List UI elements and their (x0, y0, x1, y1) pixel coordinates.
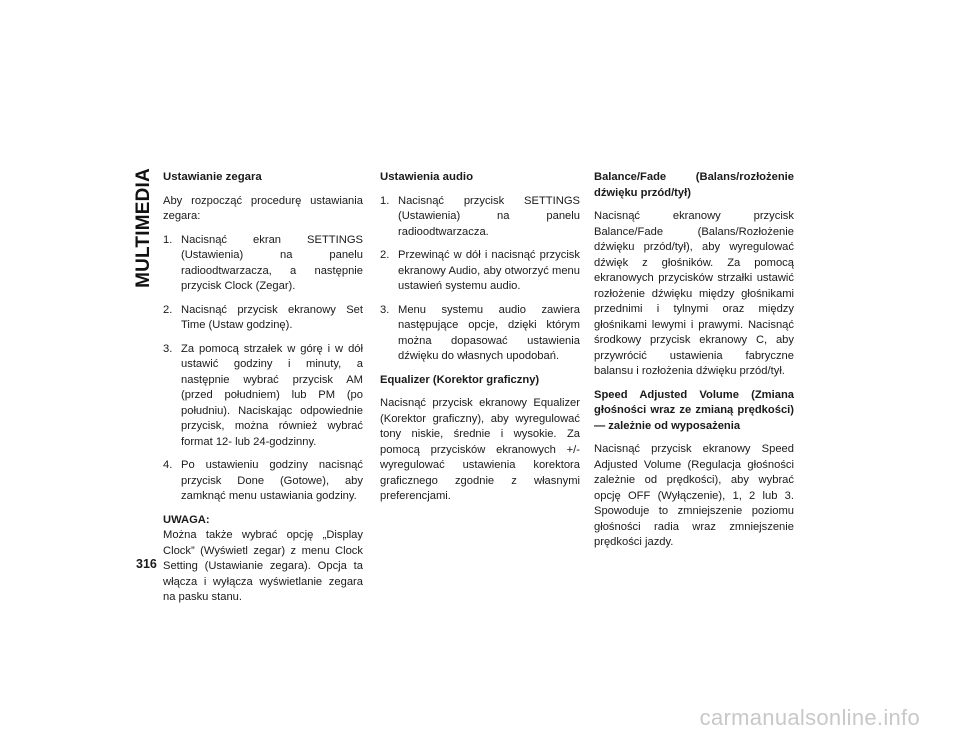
step-number: 3. (380, 303, 390, 316)
list-item (380, 303, 580, 365)
balance-text: Nacisnąć ekranowy przycisk Balance/Fade (Balans/Rozłożenie dźwięku przód/tył), aby wyregulować dźwięk z głośników. Za pomocą ekranowych przycisków strzałki ustawić rozłożenie dźwięku między głośnikami przednimi i tylnymi oraz między głośnikami lewymi i prawymi. Nacisnąć środkowy przycisk ekranowy C, aby przywrócić ustawienia fabryczne balansu i rozłożenia dźwięku przód/tył. (594, 210, 794, 377)
step-text: Nacisnąć przycisk SETTINGS (Ustawienia) na panelu radioodtwarzacza. (398, 194, 580, 238)
step-text: Nacisnąć przycisk ekranowy Set Time (Ustaw godzinę). (181, 303, 363, 331)
column-clock-settings (163, 170, 363, 614)
speed-volume-text: Nacisnąć przycisk ekranowy Speed Adjusted Volume (Regulacja głośności zależnie od prędkości), aby wybrać opcję OFF (Wyłączenie), 1, 2 lub 3. Spowoduje to zmniejszenie poziomu głośności radia wraz zmniejszenie prędkości jazdy. (594, 443, 794, 548)
audio-steps-list (380, 194, 580, 365)
clock-heading: Ustawianie zegara (163, 171, 262, 183)
step-text: Po ustawieniu godziny nacisnąć przycisk Done (Gotowe), aby zamknąć menu ustawiania godziny. (181, 459, 363, 502)
section-tab (131, 163, 157, 293)
step-text: Za pomocą strzałek w górę i w dół ustawić godziny i minuty, a następnie wybrać przycisk AM (przed południem) lub PM (po południu). Naciskając odpowiednie przycisk, można również wybrać format 12- lub 24-godzinny. (181, 342, 363, 448)
list-item (163, 458, 363, 505)
equalizer-text: Nacisnąć przycisk ekranowy Equalizer (Korektor graficzny), aby wyregulować tony niskie, średnie i wysokie. Za pomocą przycisków ekranowych +/- wyregulować ustawienia korektora graficznego zgodnie z własnymi preferencjami. (380, 397, 580, 502)
column-audio-settings (380, 170, 580, 513)
speed-volume-heading: Speed Adjusted Volume (Zmiana głośności wraz ze zmianą prędkości) — zależnie od wyposażenia (594, 388, 794, 432)
watermark: carmanualsonline.info (699, 705, 920, 730)
list-item (163, 303, 363, 334)
balance-heading: Balance/Fade (Balans/rozłożenie dźwięku przód/tył) (594, 171, 794, 199)
equalizer-heading: Equalizer (Korektor graficzny) (380, 373, 540, 386)
list-item (380, 194, 580, 241)
step-text: Menu systemu audio zawiera następujące opcje, dzięki którym można dopasować ustawienia dźwięku do własnych upodobań. (398, 303, 580, 362)
step-number: 2. (380, 249, 390, 261)
step-number: 1. (380, 194, 390, 207)
clock-intro: Aby rozpocząć procedurę ustawiania zegara: (163, 194, 363, 222)
audio-heading: Ustawienia audio (380, 171, 474, 183)
clock-steps-list (163, 233, 363, 505)
column-balance-speed (594, 170, 794, 559)
note-title: UWAGA: (163, 513, 210, 526)
list-item (163, 342, 363, 451)
step-text: Nacisnąć ekran SETTINGS (Ustawienia) na panelu radioodtwarzacza, a następnie przycisk Clock (Zegar). (181, 233, 363, 292)
step-text: Przewinąć w dół i nacisnąć przycisk ekranowy Audio, aby otworzyć menu ustawień systemu audio. (398, 249, 580, 292)
section-tab-label: MULTIMEDIA (133, 168, 155, 288)
step-number: 1. (163, 233, 173, 246)
list-item (380, 248, 580, 295)
step-number: 4. (163, 459, 173, 471)
step-number: 2. (163, 303, 173, 316)
note-text: Można także wybrać opcję „Display Clock” (Wyświetl zegar) z menu Clock Setting (Ustawianie zegara). Opcja ta włącza i wyłącza wyświetlanie zegara na pasku stanu. (163, 529, 363, 603)
list-item (163, 233, 363, 295)
step-number: 3. (163, 342, 173, 355)
page-number: 316 (136, 557, 157, 571)
